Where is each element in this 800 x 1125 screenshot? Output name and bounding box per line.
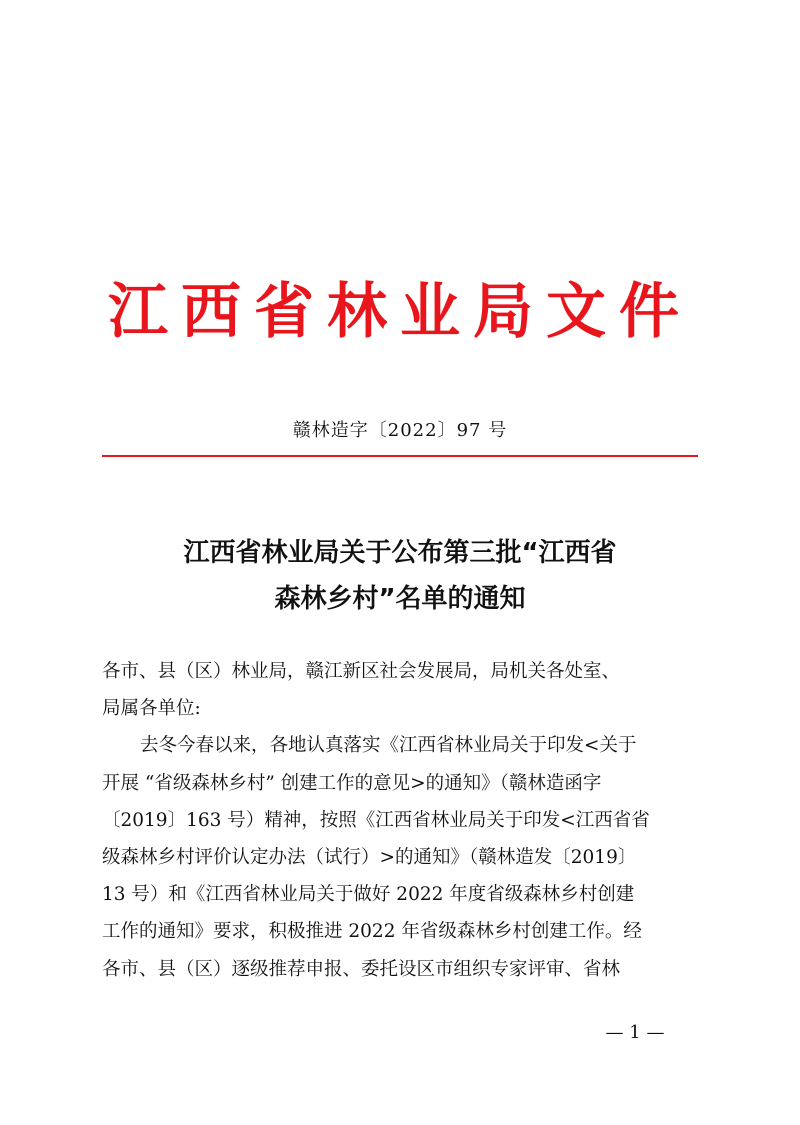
notice-title [0,530,800,622]
notice-title-line-2: 森林乡村”名单的通知 [274,584,526,614]
masthead-title: 江西省林业局文件 [108,277,692,347]
salutation-line-1: 各市、县（区）林业局，赣江新区社会发展局，局机关各处室、 [102,661,621,682]
page-number: — 1 — [605,1022,665,1043]
paragraph-line: 工作的通知》要求，积极推进 2022 年省级森林乡村创建工作。经 [102,921,642,943]
salutation-line-2: 局属各单位: [102,698,201,720]
paragraph-line: 去冬今春以来，各地认真落实《江西省林业局关于印发<关于 [140,735,637,757]
paragraph-line: 〔2019〕163 号）精神，按照《江西省林业局关于印发<江西省省 [102,809,650,831]
notice-title-line-1: 江西省林业局关于公布第三批“江西省 [183,538,617,568]
paragraph-line: 13 号）和《江西省林业局关于做好 2022 年度省级森林乡村创建 [102,884,635,906]
document-number: 赣林造字〔2022〕97 号 [292,420,508,441]
paragraph-line: 各市、县（区）逐级推荐申报、委托设区市组织专家评审、省林 [102,958,621,980]
red-divider-rule [102,455,698,457]
paragraph-line: 开展 “省级森林乡村” 创建工作的意见>的通知》（赣林造函字 [102,772,602,794]
paragraph-line: 级森林乡村评价认定办法（试行）>的通知》（赣林造发〔2019〕 [102,846,637,868]
body-text [102,653,702,988]
